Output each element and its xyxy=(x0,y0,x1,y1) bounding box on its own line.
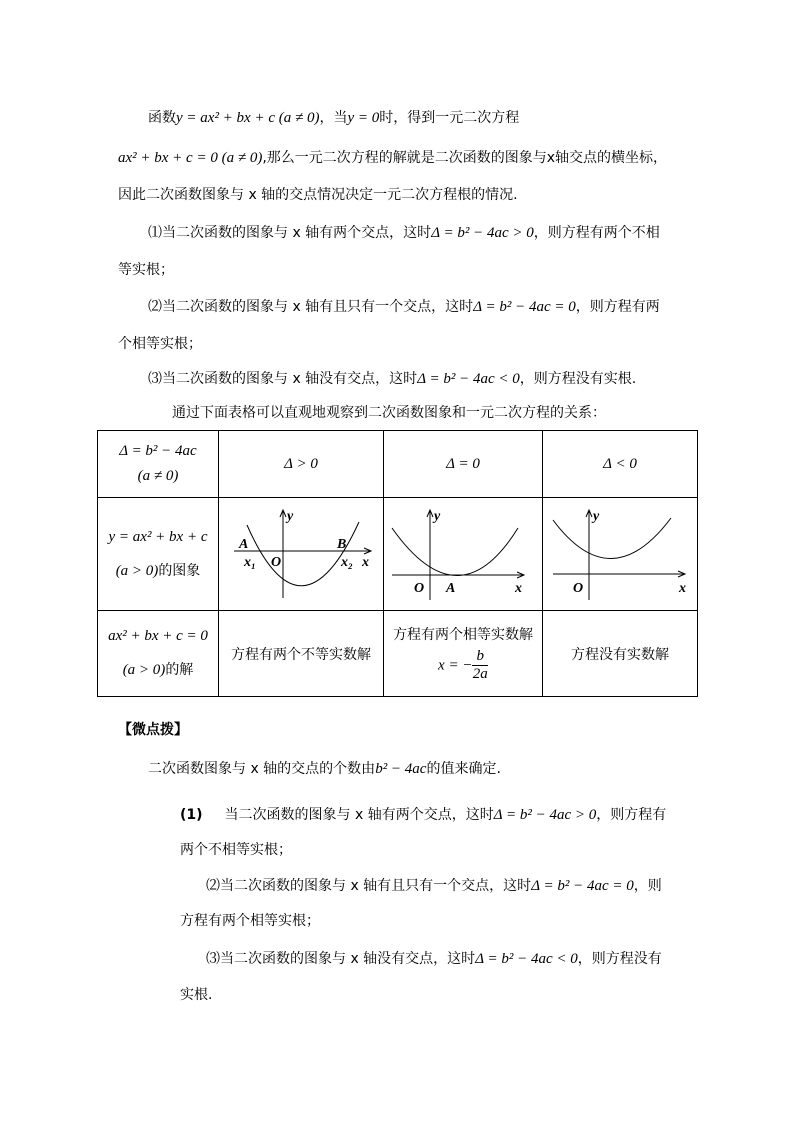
math: Δ = b² − 4ac > 0 xyxy=(431,225,534,241)
label-y: y xyxy=(593,509,600,524)
intro-line-1 xyxy=(148,108,519,128)
relation-table xyxy=(97,430,698,697)
cell xyxy=(98,611,219,697)
text: 当二次函数的图象与 x 轴有两个交点，这时 xyxy=(224,807,494,823)
case-2-cont: 个相等实根； xyxy=(118,336,202,352)
table-intro: 通过下面表格可以直观地观察到二次函数图象和一元二次方程的关系： xyxy=(172,405,606,421)
text: ⑵当二次函数的图象与 x 轴有且只有一个交点，这时 xyxy=(206,878,532,894)
parabola xyxy=(392,528,518,576)
text: ，则 xyxy=(633,878,662,894)
math: Δ = b² − 4ac < 0 xyxy=(475,951,578,967)
intro-line-3: 因此二次函数图象与 x 轴的交点情况决定一元二次方程根的情况. xyxy=(118,187,518,203)
text: ⑶当二次函数的图象与 x 轴没有交点，这时 xyxy=(148,371,418,387)
math: (a > 0) xyxy=(115,562,159,579)
table-row xyxy=(98,498,698,611)
cell: 方程没有实数解 xyxy=(543,611,698,697)
parabola-graph xyxy=(384,498,542,606)
math: y = ax² + bx + c (a ≠ 0) xyxy=(176,110,320,126)
cell: 方程有两个不等实数解 xyxy=(219,611,384,697)
label-O: O xyxy=(573,581,584,596)
math: Δ = b² − 4ac = 0 xyxy=(473,299,576,315)
math: (a > 0) xyxy=(122,662,166,678)
label-x1: x₁ xyxy=(244,555,256,570)
text: 的解 xyxy=(165,662,194,678)
case-1 xyxy=(148,223,660,243)
tip-1-cont: 两个不相等实根； xyxy=(180,842,292,858)
parabola xyxy=(553,518,671,559)
text: ，则方程有 xyxy=(596,807,667,823)
label-y: y xyxy=(287,509,294,524)
cell: Δ = 0 xyxy=(384,431,543,498)
cell: Δ > 0 xyxy=(219,431,384,498)
math: Δ = b² − 4ac < 0 xyxy=(417,371,520,387)
graph-one-root xyxy=(384,498,543,611)
label-x: x xyxy=(515,581,522,596)
label-O: O xyxy=(414,581,425,596)
case-2 xyxy=(148,297,660,317)
math: Δ = b² − 4ac > 0 xyxy=(493,807,597,823)
tip-2-cont: 方程有两个相等实根； xyxy=(180,913,320,929)
table-row xyxy=(98,431,698,498)
text: ⑵当二次函数的图象与 x 轴有且只有一个交点，这时 xyxy=(148,299,474,315)
text: ,那么一元二次方程的解就是二次函数的图象与x轴交点的横坐标， xyxy=(262,150,668,166)
label-x2: x₂ xyxy=(341,555,353,570)
text: 时，得到一元二次方程 xyxy=(379,110,520,126)
text: ，则方程没有实根. xyxy=(519,371,637,387)
cell: Δ < 0 xyxy=(543,431,698,498)
math: ax² + bx + c = 0 xyxy=(108,628,208,644)
tip-3 xyxy=(206,949,662,969)
tips-line-1 xyxy=(148,759,501,779)
label-A: A xyxy=(239,537,249,552)
math: (a ≠ 0) xyxy=(137,468,179,484)
case-3 xyxy=(148,369,636,389)
math: Δ = b² − 4ac xyxy=(119,443,197,459)
number: (1) xyxy=(180,807,203,823)
label-O: O xyxy=(271,555,282,570)
label-B: B xyxy=(337,537,347,552)
graph-two-roots xyxy=(219,498,384,611)
numerator: b xyxy=(472,648,488,666)
cell xyxy=(98,431,219,498)
table-row xyxy=(98,611,698,697)
fraction xyxy=(472,648,488,683)
text: 方程有两个相等实数解 xyxy=(393,627,533,643)
denominator: 2a xyxy=(472,666,488,682)
cell xyxy=(98,498,219,611)
label-y: y xyxy=(434,509,441,524)
math: y = ax² + bx + c xyxy=(108,528,208,545)
label-x: x xyxy=(362,555,369,570)
tip-2 xyxy=(206,876,662,896)
tip-3-cont: 实根. xyxy=(180,987,213,1003)
text: 函数 xyxy=(148,110,176,126)
case-1-cont: 等实根； xyxy=(118,262,174,278)
text: 二次函数图象与 x 轴的交点的个数由 xyxy=(148,761,376,777)
graph-no-root xyxy=(543,498,698,611)
text: 的图象 xyxy=(158,562,201,579)
text: ，当 xyxy=(319,110,348,126)
math: y = 0 xyxy=(347,110,380,126)
text: ⑴当二次函数的图象与 x 轴有两个交点，这时 xyxy=(148,225,432,241)
parabola-graph xyxy=(543,498,697,606)
math: ax² + bx + c = 0 (a ≠ 0) xyxy=(118,150,263,166)
text: ，则方程没有 xyxy=(577,951,662,967)
parabola xyxy=(247,522,359,586)
intro-line-2 xyxy=(118,148,667,168)
label-x: x xyxy=(679,581,686,596)
tip-1 xyxy=(180,805,666,825)
cell xyxy=(384,611,543,697)
math: b² − 4ac xyxy=(375,761,427,777)
math: x = − xyxy=(438,657,473,674)
math: Δ = b² − 4ac = 0 xyxy=(531,878,634,894)
label-A: A xyxy=(446,581,456,596)
text: ，则方程有两个不相 xyxy=(533,225,660,241)
parabola-graph xyxy=(219,498,383,606)
text: 的值来确定. xyxy=(426,761,501,777)
text: ⑶当二次函数的图象与 x 轴没有交点，这时 xyxy=(206,951,476,967)
text: ，则方程有两 xyxy=(575,299,660,315)
tips-title: 【微点拨】 xyxy=(118,722,188,738)
